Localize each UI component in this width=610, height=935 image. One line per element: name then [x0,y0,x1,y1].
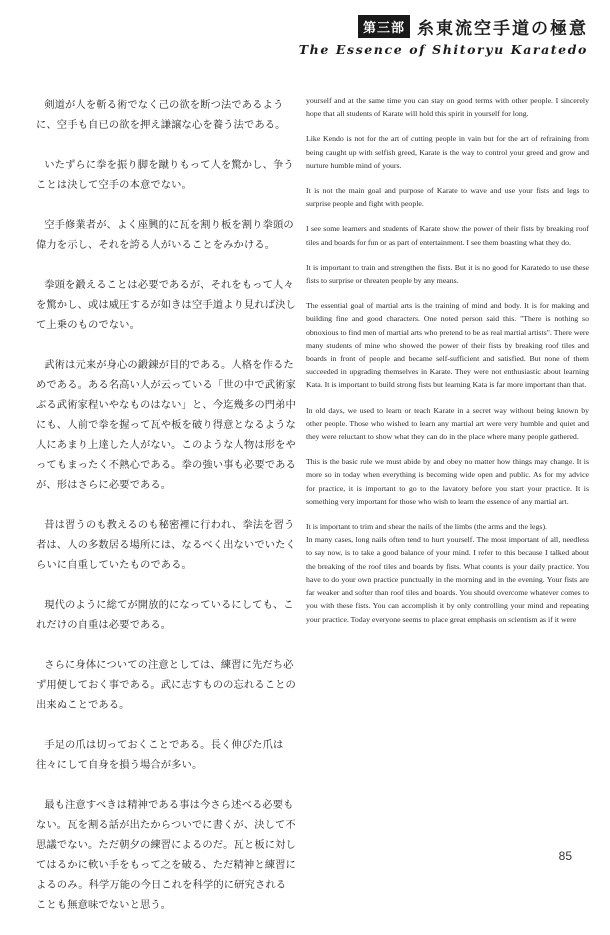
english-title: The Essence of Shitoryu Karatedo [298,42,588,57]
header-title-row [299,14,588,39]
page-number: 85 [558,849,572,863]
part-label: 第三部 [358,15,410,38]
page-header [299,14,588,57]
en-paragraph: This is the basic rule we must abide by and obey no matter how things may change. It is more so in today when everything is becoming wide open and public. As for my advice for practice, it is important to go to the lavatory before you start your practice. It is something very important for those who wish to learn the essence of any martial art. [306,457,589,506]
jp-paragraph: いたずらに拳を振り脚を蹴りもって人を驚かし、争うことは決して空手の本意でない。 [36,159,294,191]
en-paragraph: In old days, we used to learn or teach Karate in a secret way without being known by other people. Those who wished to learn any martial art were very humble and quiet and they were reluctant to show what they can do in the place where many people gathered. [306,405,589,442]
en-paragraph: Like Kendo is not for the art of cutting people in vain but for the art of refraining from being caught up with selfish greed, Karate is the way to control your greed and grow and nurture humble mind of yours. [306,134,589,170]
en-paragraph: The essential goal of martial arts is the training of mind and body. It is for making and building fine and good characters. One noted person said this. "There is nothing so obnoxious to find men of martial arts who pretend to be as real martial artists". There were many students of mine who showed the power of their fists by breaking roof tiles and boards in front of people and became self-sufficient and satisfied. But none of them succeeded in upgrading themselves in Karate. They were not enthusiastic about learning Kata. It is important to build strong fists but learning Kata is far more important than that. [306,301,589,390]
en-paragraph: It is important to train and strengthen the fists. But it is no good for Karatedo to use these fists to surprise or threaten people by any means. [306,262,589,286]
en-paragraph: It is important to trim and shear the nails of the limbs (the arms and the legs). [306,522,547,532]
japanese-column [36,95,296,935]
jp-paragraph: 最も注意すべきは精神である事は今さら述べる必要もない。瓦を割る話が出たからついでに書くが、決して不思議でない。ただ朝夕の練習によるのだ。瓦と板に対してはるかに軟い手をもって之を破る、ただ精神と練習によるのみ。科学万能の今日これを科学的に研究されることも無意味でないと思う。 [36,799,296,911]
jp-paragraph: 拳頭を鍛えることは必要であるが、それをもって人々を驚かし、或は威圧するが如きは空手道より見れば決して上乗のものでない。 [36,279,296,331]
english-column [306,94,589,638]
jp-paragraph: 現代のように総てが開放的になっているにしても、これだけの自重は必要である。 [36,599,294,631]
jp-paragraph: 空手修業者が、よく座興的に瓦を割り板を割り拳頭の偉力を示し、それを誇る人がいることをみかける。 [36,219,294,251]
jp-paragraph: 昔は習うのも教えるのも秘密裡に行われ、拳法を習う者は、人の多数居る場所には、なるべく出ないでいたくらいに自重していたものである。 [36,519,296,571]
jp-paragraph: さらに身体についての注意としては、練習に先だち必ず用便しておく事である。武に志すものの忘れることの出来ぬことである。 [36,659,296,711]
en-paragraph: It is not the main goal and purpose of Karate to wave and use your fists and legs to surprise people and fight with people. [306,186,589,209]
en-paragraph: In many cases, long nails often tend to hurt yourself. The most important of all, needless to say now, is to take a good balance of your mind. I refer to this because I talked about the breaking of the roof tiles and boards by fists. What counts is your daily practice. You have to do your own practice punctually in the morning and in the evening. Your fists are far weaker and softer than roof tiles and boards. You should overcome whatever comes to you with these fists. You can accomplish it by only controlling your mind and repeating your practice. Today everyone seems to place great emphasis on scientism as if it were [306,535,589,624]
japanese-title: 糸東流空手道の極意 [417,19,588,39]
jp-paragraph: 武術は元来が身心の鍛錬が目的である。人格を作るためである。ある名高い人が云っている「世の中で武術家ぶる武術家程いやなものはない」と、今迄幾多の門弟中にも、人前で拳を握って瓦や板を破り得意となるような人にあまり上達した人がない。このような人物は形をやってもまったく不熱心である。拳の強い事も必要であるが、形はさらに必要である。 [36,359,296,491]
en-paragraph: yourself and at the same time you can stay on good terms with other people. I sincerely hope that all students of Karate will hold this spirit in yourself for long. [306,96,589,119]
jp-paragraph: 手足の爪は切っておくことである。長く伸びた爪は往々にして自身を損う場合が多い。 [36,739,284,771]
en-paragraph: I see some learners and students of Karate show the power of their fists by breaking roof tiles and boards for fun or as part of entertainment. I see them boasting what they do. [306,224,589,247]
jp-paragraph: 剣道が人を斬る術でなく己の欲を断つ法であるように、空手も自已の欲を押え謙譲な心を養う法である。 [36,99,286,131]
